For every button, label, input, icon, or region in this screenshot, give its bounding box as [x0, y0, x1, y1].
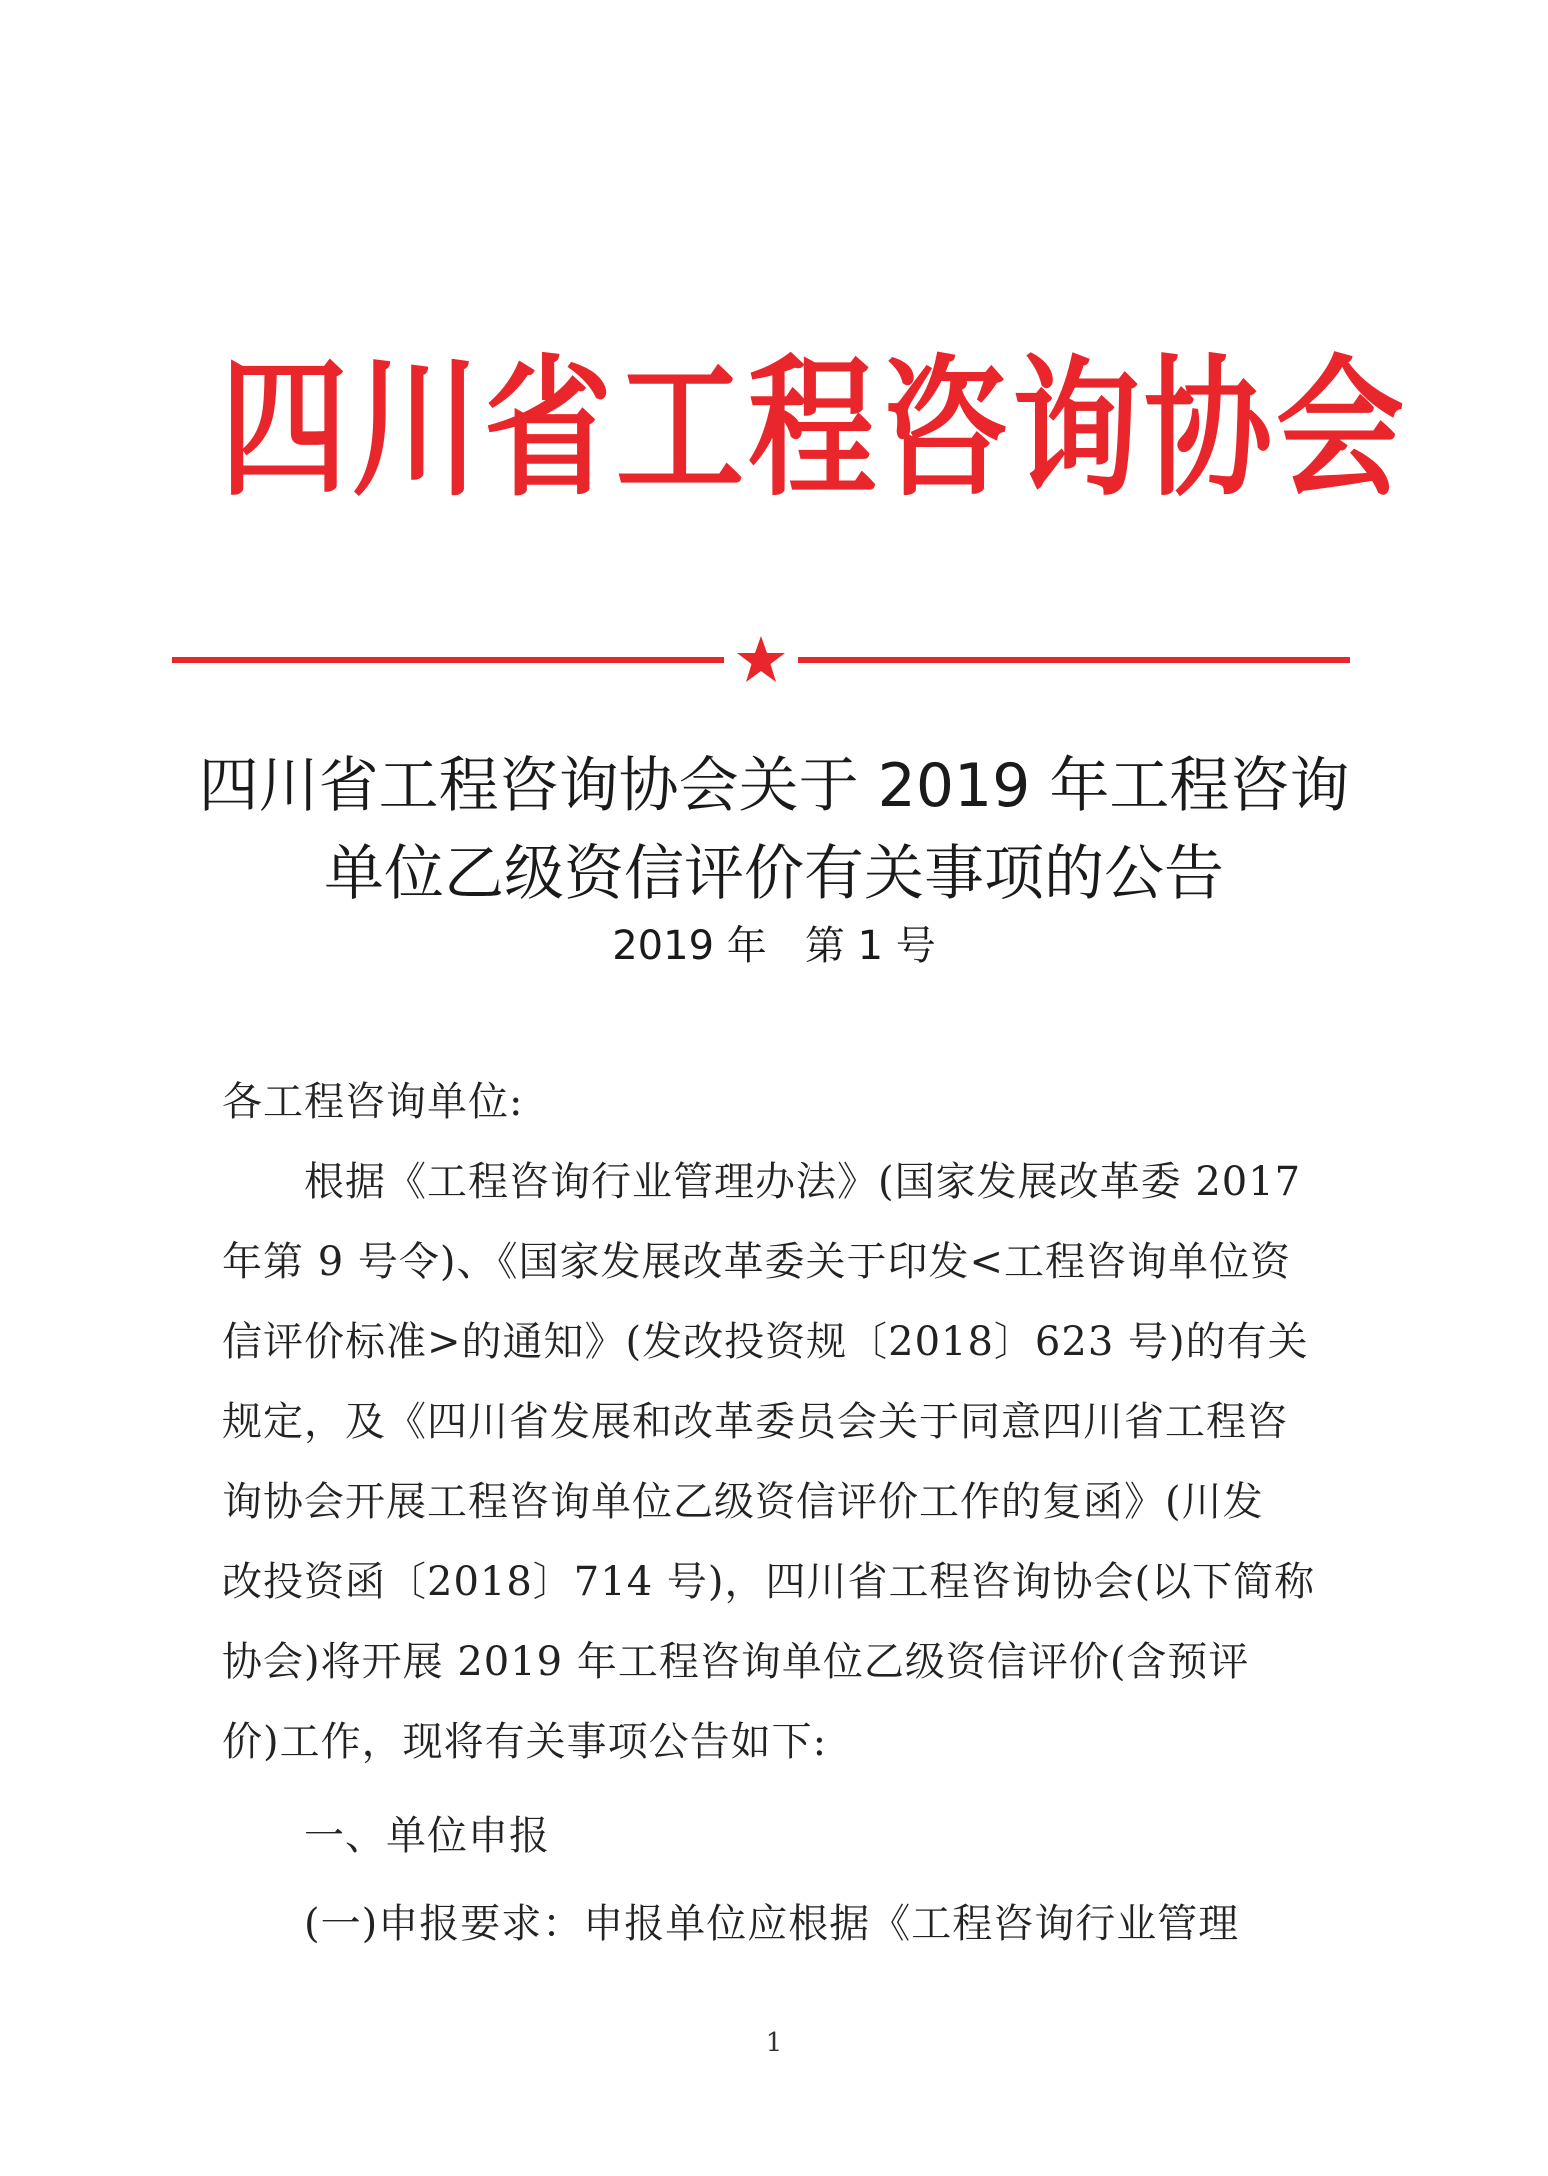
- subsection-heading: (一)申报要求：申报单位应根据《工程咨询行业管理: [222, 1901, 1240, 1947]
- page-number: 1: [765, 2028, 783, 2058]
- body-text-line: 根据《工程咨询行业管理办法》(国家发展改革委 2017: [222, 1159, 1302, 1205]
- salutation: 各工程咨询单位:: [222, 1079, 524, 1125]
- organization-header: 四川省工程咨询协会: [220, 341, 1409, 518]
- notice-title-line-2: 单位乙级资信评价有关事项的公告: [324, 839, 1224, 909]
- document-number: 2019 年 第 1 号: [612, 923, 936, 969]
- red-divider: [172, 640, 1350, 680]
- body-text-line: 询协会开展工程咨询单位乙级资信评价工作的复函》(川发: [222, 1479, 1264, 1525]
- body-text-line: 协会)将开展 2019 年工程咨询单位乙级资信评价(含预评: [222, 1639, 1250, 1685]
- divider-line-left: [172, 657, 724, 663]
- star-icon: [735, 634, 787, 686]
- body-text-line: 价)工作，现将有关事项公告如下:: [222, 1719, 828, 1765]
- body-text-line: 年第 9 号令)、《国家发展改革委关于印发<工程咨询单位资: [222, 1239, 1291, 1285]
- body-text-line: 信评价标准>的通知》(发改投资规〔2018〕623 号)的有关: [222, 1319, 1309, 1365]
- body-text-line: 规定，及《四川省发展和改革委员会关于同意四川省工程咨: [222, 1399, 1288, 1445]
- notice-title-line-1: 四川省工程咨询协会关于 2019 年工程咨询: [198, 751, 1350, 821]
- section-heading: 一、单位申报: [222, 1813, 550, 1859]
- body-text-line: 改投资函〔2018〕714 号)，四川省工程咨询协会(以下简称: [222, 1559, 1316, 1605]
- divider-line-right: [798, 657, 1350, 663]
